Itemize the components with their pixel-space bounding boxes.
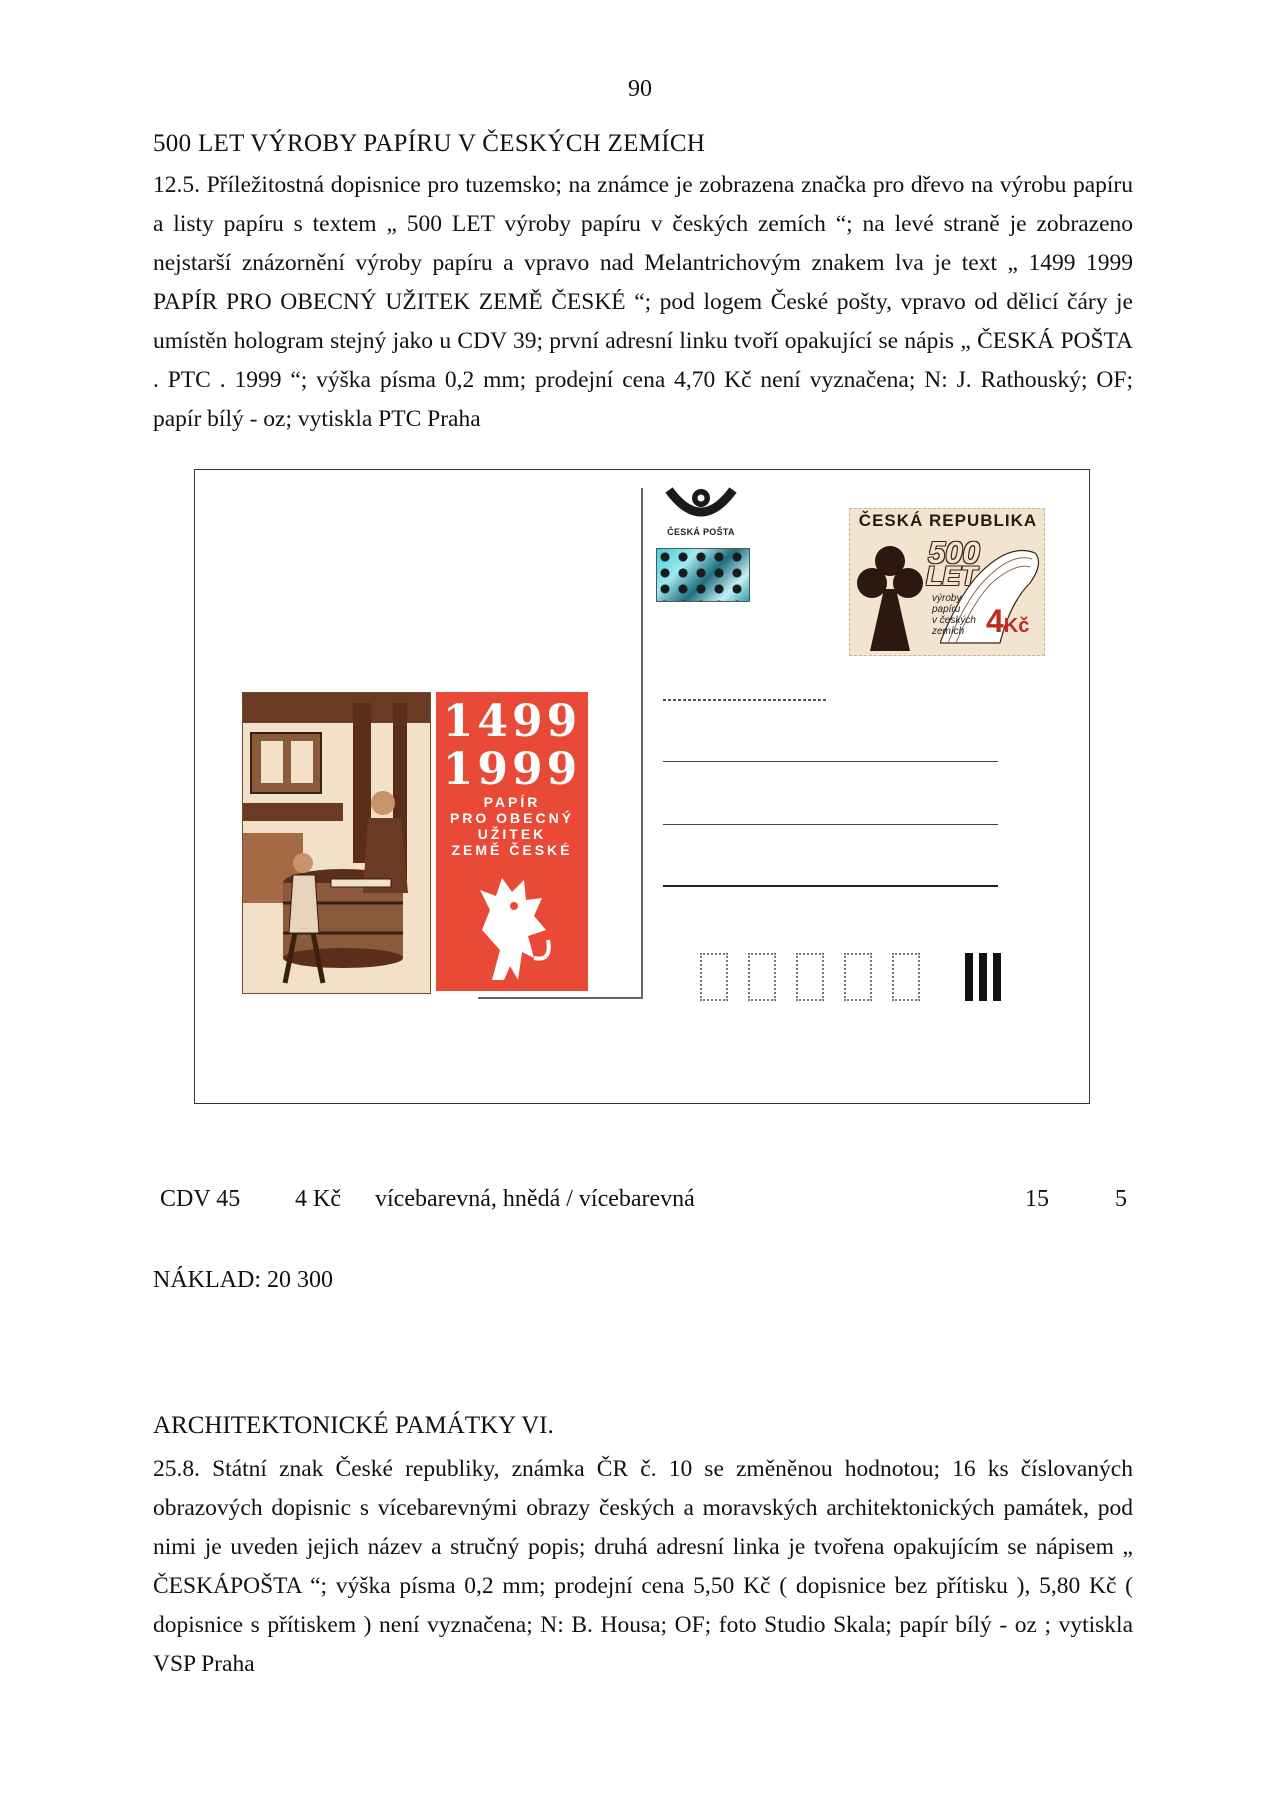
catalog-code: CDV 45 — [160, 1186, 241, 1212]
posthorn-icon — [663, 484, 739, 524]
print-run: NÁKLAD: 20 300 — [153, 1267, 333, 1293]
section-paragraph: 25.8. Státní znak České republiky, známka ČR č. 10 se změněnou hodnotou; 16 ks číslovaných obrazových dopisnic s vícebarevnými obrazy českých a moravských architektonických památek, pod nimi je uveden jejich název a stručný popis; druhá adresní linka je tvořena opakujícím se nápisem „ ČESKÁPOŠTA “; výška písma 0,2 mm; prodejní cena 5,50 Kč ( dopisnice bez přítisku ), 5,80 Kč ( dopisnice s přítiskem ) není vyznačena; N: B. Housa; OF; foto Studio Skala; papír bílý - oz ; vytiskla VSP Praha — [153, 1456, 1133, 1677]
address-line-1 — [663, 699, 828, 701]
zip-box — [748, 953, 776, 1001]
address-line-3 — [663, 824, 998, 825]
zip-box — [892, 953, 920, 1001]
postcard-divider — [641, 488, 643, 998]
address-line-4 — [663, 885, 998, 887]
papermaking-woodcut — [242, 692, 431, 994]
code-bar — [965, 953, 973, 1001]
posta-logo-text: ČESKÁ POŠTA — [667, 527, 735, 537]
catalog-colors: vícebarevná, hnědá / vícebarevná — [375, 1186, 695, 1212]
wood-mark-icon — [854, 543, 926, 653]
page-number: 90 — [628, 76, 652, 102]
address-line-2 — [663, 761, 998, 762]
ceska-posta-logo — [663, 484, 739, 537]
postcard-divider-foot — [478, 997, 643, 999]
catalog-value: 4 Kč — [295, 1186, 341, 1212]
catalog-price-mint: 15 — [1025, 1186, 1049, 1212]
lion-emblem-icon — [462, 870, 562, 982]
hologram — [656, 548, 750, 602]
code-bar — [993, 953, 1001, 1001]
postage-stamp — [849, 508, 1045, 656]
stamp-let: LET — [926, 561, 977, 591]
anniversary-panel — [436, 692, 588, 991]
year-start: 1499 — [442, 696, 582, 747]
section-heading: 500 LET VÝROBY PAPÍRU V ČESKÝCH ZEMÍCH — [153, 130, 706, 157]
section-paragraph: 12.5. Příležitostná dopisnice pro tuzemsko; na známce je zobrazena značka pro dřevo na výrobu papíru a listy papíru s textem „ 500 LET výroby papíru v českých zemích “; na levé straně je zobrazeno nejstarší znázornění výroby papíru a vpravo nad Melantrichovým znakem lva je text „ 1499 1999 PAPÍR PRO OBECNÝ UŽITEK ZEMĚ ČESKÉ “; pod logem České pošty, vpravo od dělicí čáry je umístěn hologram stejný jako u CDV 39; první adresní linku tvoří opakující se nápis „ ČESKÁ POŠTA . PTC . 1999 “; výška písma 0,2 mm; prodejní cena 4,70 Kč není vyznačena; N: J. Rathouský; OF; papír bílý - oz; vytiskla PTC Praha — [153, 172, 1133, 432]
zip-box — [844, 953, 872, 1001]
stamp-subtitle: výroby papíru v českých zemích — [932, 593, 976, 637]
code-bar — [979, 953, 987, 1001]
stamp-500: 500 — [928, 535, 980, 570]
stamp-value: 4Kč — [986, 603, 1030, 639]
section-heading: ARCHITEKTONICKÉ PAMÁTKY VI. — [153, 1412, 554, 1439]
panel-text: PAPÍR PRO OBECNÝ UŽITEK ZEMĚ ČESKÉ — [449, 794, 575, 858]
zip-box — [700, 953, 728, 1001]
year-end: 1999 — [442, 744, 582, 795]
postcard-image — [194, 469, 1090, 1104]
catalog-price-used: 5 — [1115, 1186, 1127, 1212]
zip-box — [796, 953, 824, 1001]
stamp-country: ČESKÁ REPUBLIKA — [858, 511, 1038, 530]
papermaker-illustration — [243, 693, 430, 993]
